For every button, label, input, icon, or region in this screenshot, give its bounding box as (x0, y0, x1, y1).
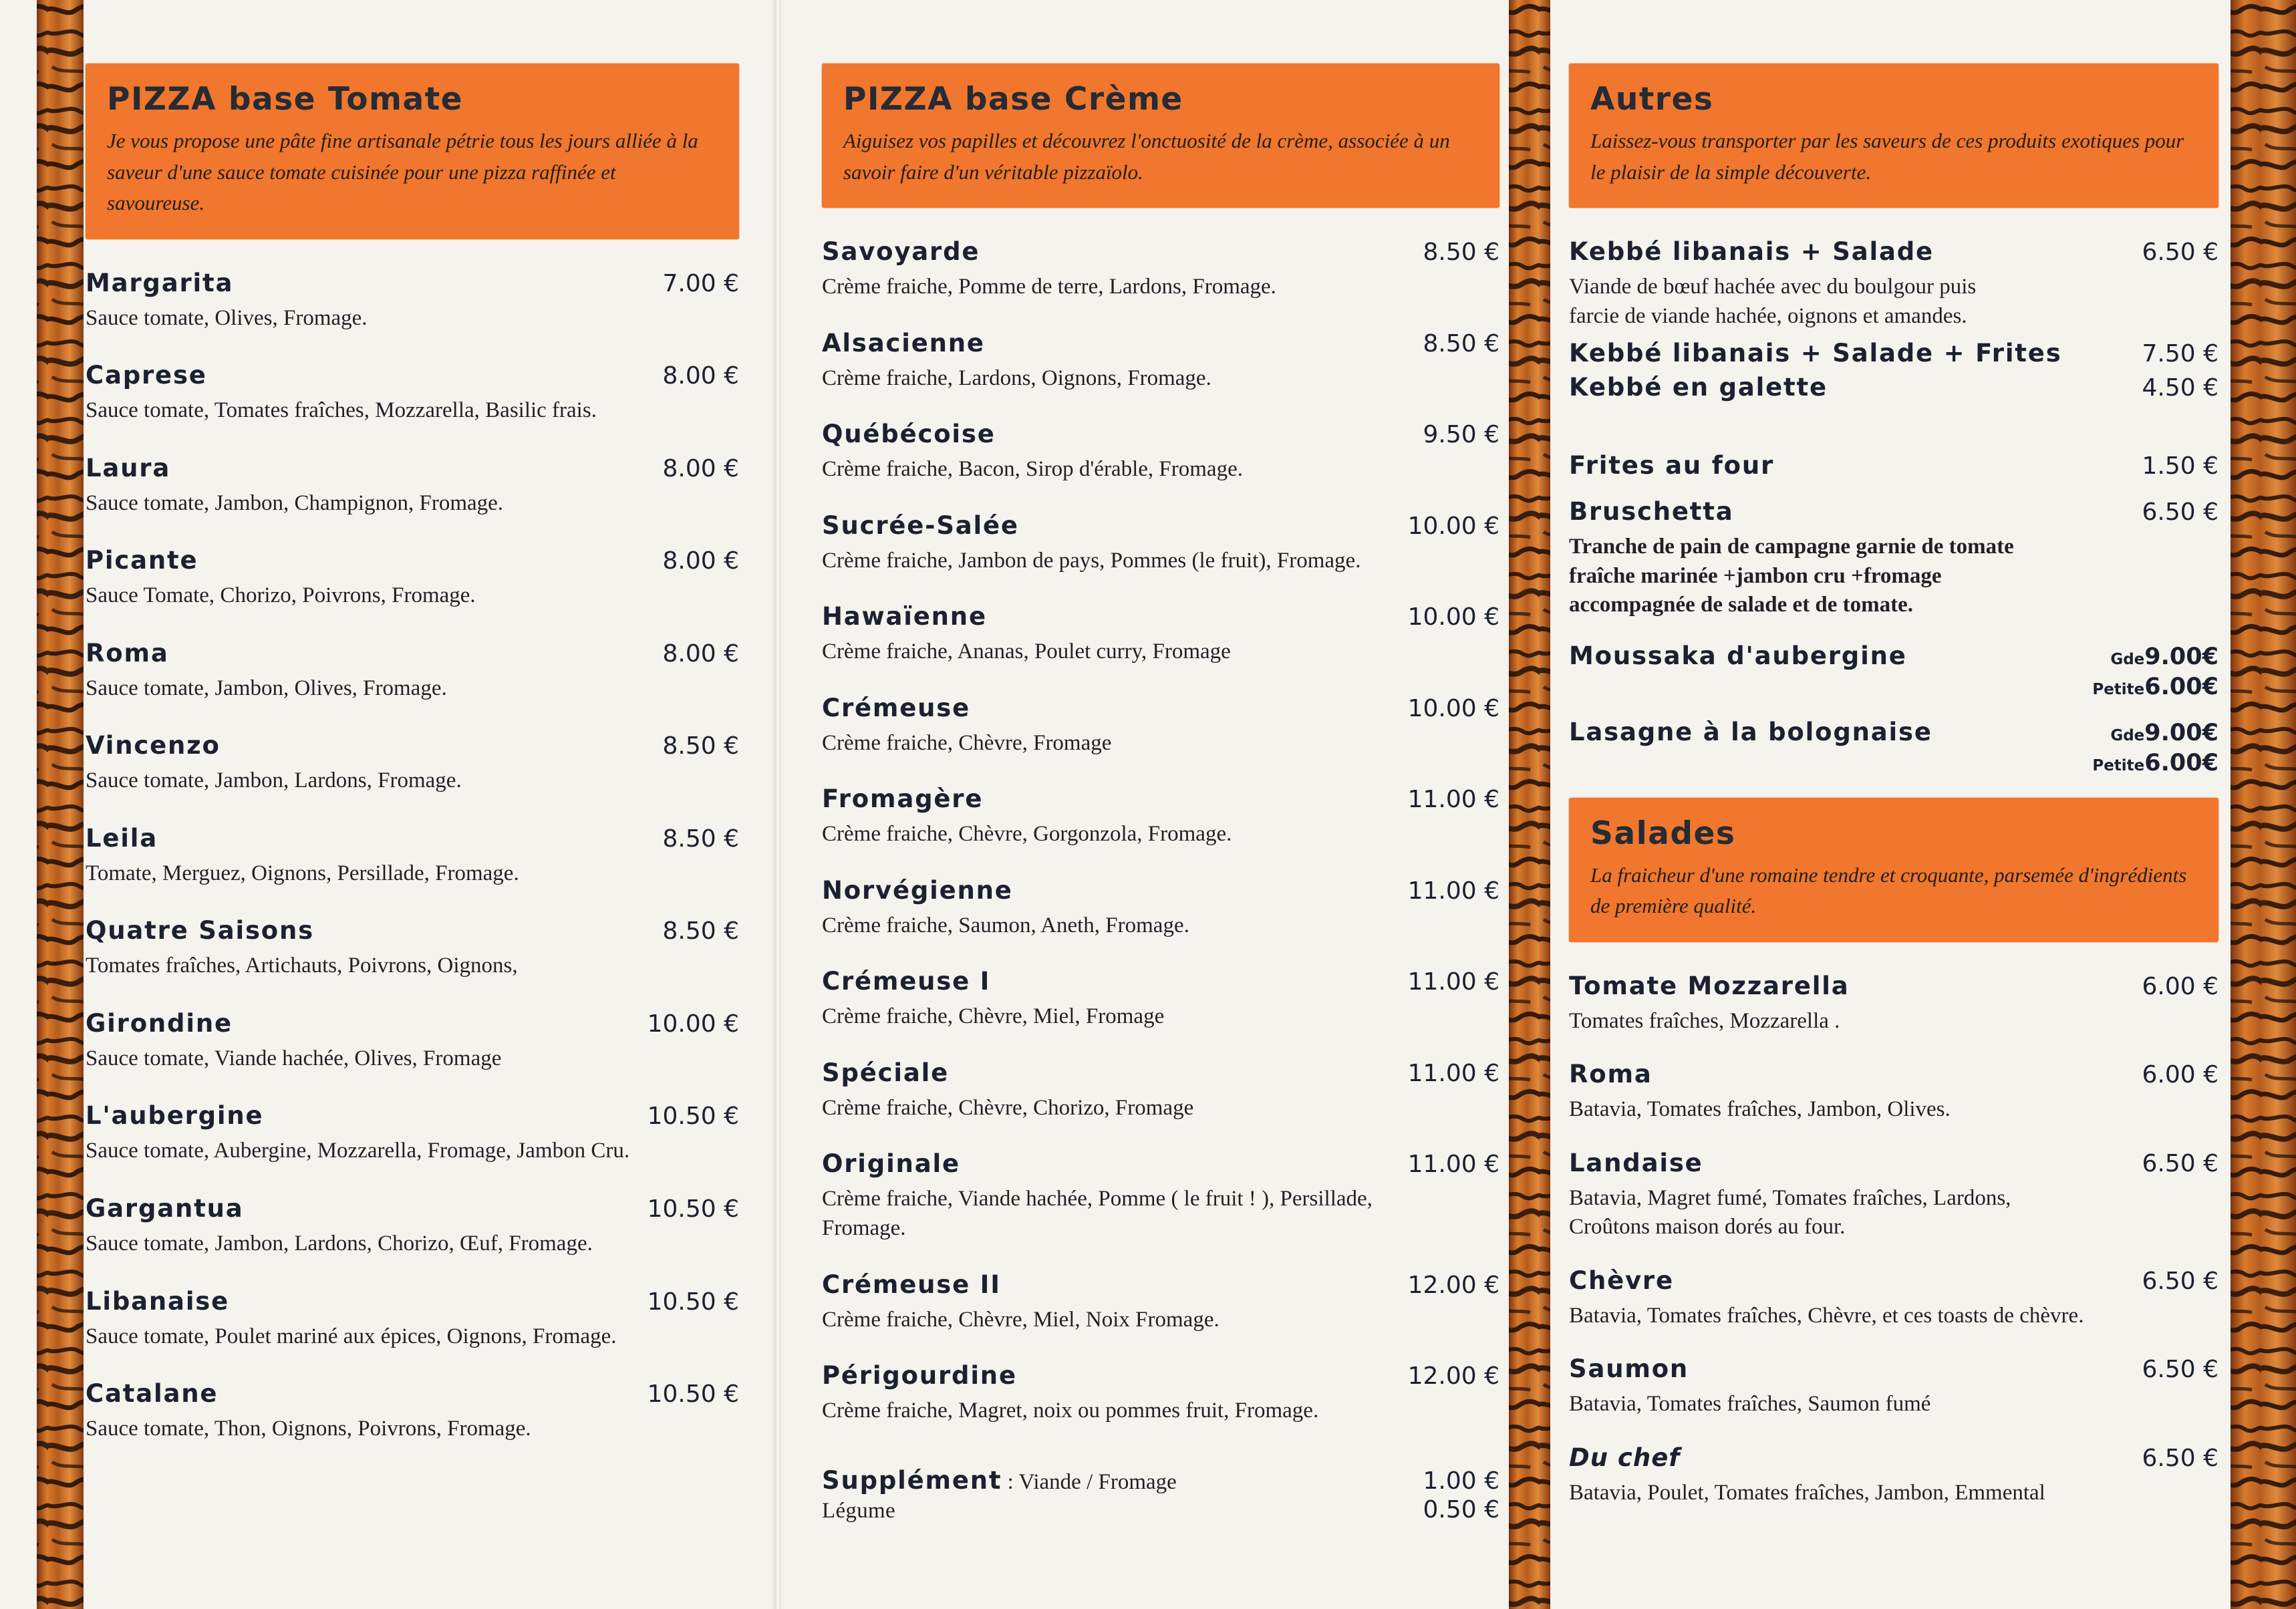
menu-item (822, 876, 1499, 941)
item-description: Batavia, Tomates fraîches, Jambon, Olives. (1569, 1097, 1951, 1122)
menu-item (1569, 1266, 2218, 1331)
item-dual-prices (2092, 645, 2218, 699)
menu-item (1569, 373, 2218, 402)
item-price: 10.50 € (647, 1380, 739, 1409)
item-name: Alsacienne (822, 328, 985, 357)
item-head (1569, 451, 2218, 480)
item-price: 7.50 € (2142, 340, 2218, 368)
item-name: Crémeuse II (822, 1270, 1001, 1299)
item-head (1569, 718, 2218, 775)
price-row (2092, 673, 2218, 700)
item-name-wrap (86, 546, 198, 575)
menu-item (1569, 451, 2218, 480)
menu-item (822, 967, 1499, 1032)
item-name-wrap (1569, 339, 2062, 368)
item-description: Crème fraiche, Bacon, Sirop d'érable, Fromage. (822, 457, 1243, 482)
item-description: Crème fraiche, Chèvre, Chorizo, Fromage (822, 1095, 1194, 1120)
item-name-wrap (1569, 497, 1734, 526)
item-price: 6.00€ (2144, 749, 2218, 776)
item-name: Girondine (86, 1008, 233, 1038)
menu-item (822, 511, 1499, 576)
item-price: 11.00 € (1407, 1151, 1499, 1179)
menu-item (1569, 1354, 2218, 1419)
item-name-wrap (1569, 1149, 1703, 1177)
item-head (86, 1194, 739, 1223)
menu-item (86, 639, 739, 704)
item-price: 12.00 € (1407, 1362, 1499, 1391)
item-description: Sauce tomate, Jambon, Champignon, Fromage. (86, 490, 504, 515)
item-price: 10.00 € (1407, 603, 1499, 631)
item-price: 6.50 € (2142, 239, 2218, 266)
menu-item (86, 546, 739, 611)
price-size-label: Gde (2110, 650, 2145, 668)
item-name: Quatre Saisons (86, 916, 314, 945)
item-head (1569, 373, 2218, 402)
menu-item (86, 1101, 739, 1166)
item-name: Frites au four (1569, 451, 1775, 480)
price-size-label: Petite (2092, 680, 2145, 698)
decorative-border-right (2231, 0, 2296, 1609)
item-price: 8.00 € (662, 454, 739, 482)
item-name-wrap (1569, 972, 1849, 1000)
item-name-wrap (822, 967, 990, 996)
item-name: Libanaise (86, 1286, 230, 1316)
section-subtitle: Je vous propose une pâte fine artisanale pétrie tous les jours alliée à la saveur d'une sauce tomate cuisinée pour une pizza raffinée et savoureuse. (107, 129, 698, 214)
item-price: 6.50 € (2142, 1149, 2218, 1177)
item-price: 10.00 € (647, 1010, 739, 1038)
price-size-label: Petite (2092, 756, 2145, 774)
item-description: Sauce tomate, Jambon, Lardons, Chorizo, Œuf, Fromage. (86, 1231, 593, 1256)
item-name: Gargantua (86, 1193, 244, 1223)
item-description: Sauce tomate, Jambon, Lardons, Fromage. (86, 768, 462, 793)
item-price: 8.50 € (662, 732, 739, 760)
item-name: Kebbé libanais + Salade (1569, 237, 1934, 266)
item-head (1569, 641, 2218, 699)
item-name-wrap (822, 1270, 1001, 1299)
item-name-wrap (86, 1379, 218, 1408)
item-name-wrap (86, 361, 207, 390)
menu-item (1569, 641, 2218, 699)
item-head (822, 511, 1499, 540)
item-name: Roma (86, 638, 169, 668)
item-price: 6.50 € (2142, 498, 2218, 527)
item-description: Batavia, Poulet, Tomates fraîches, Jambon, Emmental (1569, 1481, 2045, 1505)
item-name-wrap (822, 329, 985, 357)
item-price: 6.50 € (2142, 1267, 2218, 1295)
item-name-wrap (822, 511, 1019, 540)
section-title: Salades (1590, 815, 1736, 852)
item-description: Crème fraiche, Pomme de terre, Lardons, Fromage. (822, 275, 1276, 299)
item-head (1569, 1354, 2218, 1383)
item-head (822, 420, 1499, 448)
item-name-wrap (86, 1101, 263, 1130)
item-name-wrap (822, 1361, 1017, 1390)
item-name: Crémeuse I (822, 967, 991, 996)
menu-item (86, 916, 739, 981)
item-price: 8.50 € (1423, 239, 1499, 266)
item-description: Crème fraiche, Chèvre, Miel, Noix Fromage. (822, 1307, 1219, 1332)
menu-item (1569, 1443, 2218, 1508)
item-name: Sucrée-Salée (822, 510, 1019, 540)
item-head (822, 784, 1499, 813)
item-name: Landaise (1569, 1148, 1703, 1177)
item-name: Lasagne à la bolognaise (1569, 717, 1932, 746)
item-price: 4.50 € (2142, 374, 2218, 402)
item-name-wrap (1569, 641, 1907, 670)
item-name-wrap (86, 1009, 233, 1038)
item-name: Périgourdine (822, 1361, 1017, 1391)
item-name: Bruschetta (1569, 497, 1734, 527)
item-description: Sauce tomate, Jambon, Olives, Fromage. (86, 676, 447, 700)
item-dual-prices (2092, 719, 2218, 776)
item-head (86, 1287, 739, 1316)
menu-item (822, 1270, 1499, 1335)
item-name: Kebbé en galette (1569, 373, 1828, 402)
item-head (822, 1270, 1499, 1299)
section-title: PIZZA base Tomate (107, 81, 464, 118)
item-name: L'aubergine (86, 1101, 264, 1131)
item-head (86, 454, 739, 482)
item-name: Hawaïenne (822, 602, 987, 631)
item-name-wrap (86, 639, 169, 668)
item-head (822, 1466, 1499, 1495)
item-name-wrap (822, 694, 970, 722)
menu-item (86, 824, 739, 889)
item-name-wrap (1569, 451, 1774, 480)
item-price: 10.50 € (647, 1103, 739, 1131)
item-head (1569, 1060, 2218, 1088)
item-name-wrap (86, 1194, 244, 1223)
item-price: 8.00 € (662, 547, 739, 575)
item-head (822, 602, 1499, 631)
item-price: 8.50 € (662, 825, 739, 853)
item-name-wrap (1569, 1354, 1689, 1383)
menu-item (822, 1149, 1499, 1243)
item-price: 6.00 € (2142, 1061, 2218, 1089)
section-subtitle: Aiguisez vos papilles et découvrez l'onctuosité de la crème, associée à un savoir faire d'un véritable pizzaïolo. (843, 129, 1450, 184)
decorative-border-middle (1509, 0, 1550, 1609)
menu-item (822, 1058, 1499, 1123)
item-name-wrap (86, 269, 233, 297)
item-description: Tomates fraîches, Mozzarella . (1569, 1008, 1840, 1033)
item-name-wrap (1569, 373, 1828, 402)
menu-item (1569, 972, 2218, 1036)
item-description: Sauce tomate, Aubergine, Mozzarella, Fromage, Jambon Cru. (86, 1139, 630, 1163)
menu-item (86, 731, 739, 796)
item-head (86, 916, 739, 945)
item-price: 11.00 € (1407, 786, 1499, 814)
item-name-wrap (1569, 1266, 1674, 1295)
item-head (822, 237, 1499, 266)
item-name: Vincenzo (86, 731, 221, 760)
item-price: 10.00 € (1407, 512, 1499, 540)
item-name: Légume (822, 1498, 895, 1523)
menu-item (822, 602, 1499, 667)
item-price: 10.00 € (1407, 694, 1499, 722)
item-description: Tranche de pain de campagne garnie de tomate fraîche marinée +jambon cru +fromage accompagnée de salade et de tomate. (1569, 535, 2014, 617)
item-description: Batavia, Tomates fraîches, Saumon fumé (1569, 1392, 1931, 1417)
section-pizza-tomate (86, 63, 739, 1472)
item-name: Kebbé libanais + Salade + Frites (1569, 339, 2062, 368)
item-description: Crème fraiche, Jambon de pays, Pommes (le fruit), Fromage. (822, 548, 1361, 573)
item-head (86, 361, 739, 390)
item-name: Leila (86, 823, 158, 853)
item-head (822, 1361, 1499, 1390)
item-price: 1.50 € (2142, 452, 2218, 480)
item-price: 6.00€ (2144, 673, 2218, 700)
item-name-wrap (86, 454, 170, 482)
item-description: Crème fraiche, Chèvre, Miel, Fromage (822, 1004, 1165, 1029)
menu-item (822, 784, 1499, 849)
item-price: 8.50 € (1423, 329, 1499, 357)
item-head (1569, 497, 2218, 526)
item-description: Sauce tomate, Tomates fraîches, Mozzarella, Basilic frais. (86, 398, 597, 423)
item-name: Caprese (86, 361, 207, 390)
item-price: 9.50 € (1423, 421, 1499, 449)
item-list-pizza-creme (822, 208, 1499, 1523)
item-price: 7.00 € (662, 269, 739, 297)
item-name-wrap (1569, 1443, 1680, 1472)
item-name: Norvégienne (822, 875, 1013, 905)
section-pizza-creme (822, 63, 1499, 1550)
menu-item (822, 1361, 1499, 1426)
item-head (86, 269, 739, 297)
item-list-pizza-tomate (86, 239, 739, 1444)
item-description: Crème fraiche, Viande hachée, Pomme ( le fruit ! ), Persillade, Fromage. (822, 1187, 1373, 1241)
item-head (86, 546, 739, 575)
price-size-label: Gde (2110, 726, 2145, 744)
item-description: Batavia, Magret fumé, Tomates fraîches, Lardons, Croûtons maison dorés au four. (1569, 1185, 2011, 1239)
item-price: 8.50 € (662, 917, 739, 945)
menu-item (1569, 1060, 2218, 1125)
item-name-wrap (86, 824, 158, 853)
item-head (1569, 1443, 2218, 1472)
menu-item (822, 329, 1499, 394)
item-price: 0.50 € (1423, 1495, 1499, 1523)
item-name: Laura (86, 453, 171, 482)
item-price: 9.00€ (2144, 719, 2218, 746)
item-head (822, 1496, 1499, 1523)
item-name-wrap (822, 1058, 949, 1087)
item-name-wrap (822, 420, 996, 448)
price-row (2092, 749, 2218, 776)
price-row (2110, 719, 2218, 746)
item-price: 10.50 € (647, 1195, 739, 1223)
item-name-wrap (822, 1466, 1177, 1495)
item-description: Tomates fraîches, Artichauts, Poivrons, Oignons, (86, 954, 518, 978)
item-head (822, 876, 1499, 905)
item-name: Moussaka d'aubergine (1569, 641, 1907, 670)
item-description: Crème fraiche, Ananas, Poulet curry, Fromage (822, 639, 1231, 664)
section-header-pizza-creme (822, 63, 1499, 208)
item-name-wrap (822, 602, 987, 631)
item-name: Margarita (86, 268, 234, 297)
decorative-border-left (37, 0, 84, 1609)
item-head (1569, 1149, 2218, 1177)
item-name: Chèvre (1569, 1266, 1674, 1295)
item-description: Sauce tomate, Olives, Fromage. (86, 305, 368, 330)
item-head (86, 731, 739, 760)
menu-item (86, 1379, 739, 1444)
item-price: 11.00 € (1407, 877, 1499, 905)
section-autres (1569, 63, 2218, 1532)
item-list-autres (1569, 208, 2218, 775)
item-note: : Viande / Fromage (1002, 1469, 1177, 1494)
item-head (822, 329, 1499, 357)
item-name-wrap (86, 731, 221, 760)
item-name-wrap (1569, 1060, 1653, 1088)
item-price: 1.00 € (1423, 1467, 1499, 1495)
item-name-wrap (822, 784, 983, 813)
item-name-wrap (822, 1149, 960, 1178)
section-header-autres (1569, 63, 2218, 208)
menu-item (86, 454, 739, 519)
item-price: 6.50 € (2142, 1356, 2218, 1384)
item-head (86, 824, 739, 853)
item-name: Québécoise (822, 420, 996, 449)
item-name-wrap (822, 1499, 895, 1523)
section-subtitle: La fraicheur d'une romaine tendre et croquante, parsemée d'ingrédients de première qualité. (1590, 863, 2187, 918)
item-head (1569, 972, 2218, 1000)
item-head (1569, 1266, 2218, 1295)
item-name: Roma (1569, 1060, 1653, 1089)
item-head (822, 1058, 1499, 1087)
item-head (1569, 339, 2218, 368)
menu-item (86, 1194, 739, 1259)
section-title: Autres (1590, 81, 1714, 118)
item-head (86, 1379, 739, 1408)
item-description: Crème fraiche, Chèvre, Fromage (822, 730, 1112, 755)
item-price: 6.00 € (2142, 972, 2218, 1000)
menu-item (86, 1287, 739, 1352)
item-head (86, 1101, 739, 1130)
menu-item (1569, 1149, 2218, 1242)
section-header-pizza-tomate (86, 63, 739, 239)
item-description: Sauce Tomate, Chorizo, Poivrons, Fromage. (86, 583, 476, 608)
item-name-wrap (822, 237, 980, 266)
item-head (822, 967, 1499, 996)
menu-item (1569, 339, 2218, 368)
item-price: 10.50 € (647, 1288, 739, 1316)
item-name: Spéciale (822, 1058, 949, 1087)
menu-item (822, 694, 1499, 758)
item-name: Catalane (86, 1379, 219, 1409)
item-description: Viande de bœuf hachée avec du boulgour puis farcie de viande hachée, oignons et amandes. (1569, 275, 1977, 328)
item-price: 9.00€ (2144, 643, 2218, 670)
item-description: Sauce tomate, Poulet mariné aux épices, Oignons, Fromage. (86, 1324, 617, 1348)
item-name: Originale (822, 1149, 960, 1179)
item-head (822, 694, 1499, 722)
item-head (1569, 237, 2218, 266)
menu-item (86, 269, 739, 333)
fold-crease (772, 0, 782, 1609)
item-price: 6.50 € (2142, 1445, 2218, 1473)
item-name: Saumon (1569, 1354, 1689, 1384)
item-name-wrap (822, 876, 1013, 905)
item-price: 11.00 € (1407, 968, 1499, 996)
item-description: Batavia, Tomates fraîches, Chèvre, et ces toasts de chèvre. (1569, 1303, 2084, 1328)
menu-item (822, 420, 1499, 484)
item-head (822, 1149, 1499, 1178)
menu-item (1569, 497, 2218, 620)
item-name-wrap (86, 1287, 229, 1316)
item-name: Du chef (1569, 1443, 1681, 1473)
item-name-wrap (86, 916, 314, 945)
section-title: PIZZA base Crème (843, 81, 1183, 118)
menu-item (1569, 718, 2218, 775)
item-price: 11.00 € (1407, 1059, 1499, 1087)
item-head (86, 1009, 739, 1038)
item-name: Tomate Mozzarella (1569, 971, 1850, 1000)
item-price: 8.00 € (662, 362, 739, 390)
item-name: Savoyarde (822, 237, 980, 266)
menu-item (86, 1009, 739, 1074)
item-price: 8.00 € (662, 639, 739, 668)
item-name: Crémeuse (822, 693, 971, 722)
item-head (86, 639, 739, 668)
menu-item (822, 237, 1499, 302)
menu-item (86, 361, 739, 426)
item-name: Picante (86, 546, 198, 575)
item-name: Fromagère (822, 784, 984, 814)
item-description: Crème fraiche, Saumon, Aneth, Fromage. (822, 913, 1189, 937)
item-description: Tomate, Merguez, Oignons, Persillade, Fromage. (86, 861, 519, 885)
menu-item (822, 1466, 1499, 1495)
item-price: 12.00 € (1407, 1271, 1499, 1299)
menu-item (822, 1496, 1499, 1523)
item-description: Sauce tomate, Viande hachée, Olives, Fromage (86, 1046, 502, 1070)
item-name-wrap (1569, 237, 1934, 266)
section-header-salades (1569, 798, 2218, 942)
menu-item (1569, 237, 2218, 331)
item-description: Crème fraiche, Chèvre, Gorgonzola, Fromage. (822, 822, 1232, 847)
price-row (2110, 645, 2218, 669)
item-description: Crème fraiche, Magret, noix ou pommes fruit, Fromage. (822, 1399, 1319, 1423)
item-list-salades (1569, 942, 2218, 1508)
item-name: Supplément (822, 1465, 1002, 1495)
section-subtitle: Laissez-vous transporter par les saveurs de ces produits exotiques pour le plaisir de la simple découverte. (1590, 129, 2184, 184)
item-description: Sauce tomate, Thon, Oignons, Poivrons, Fromage. (86, 1417, 531, 1441)
item-description: Crème fraiche, Lardons, Oignons, Fromage. (822, 365, 1211, 390)
item-name-wrap (1569, 718, 1932, 746)
